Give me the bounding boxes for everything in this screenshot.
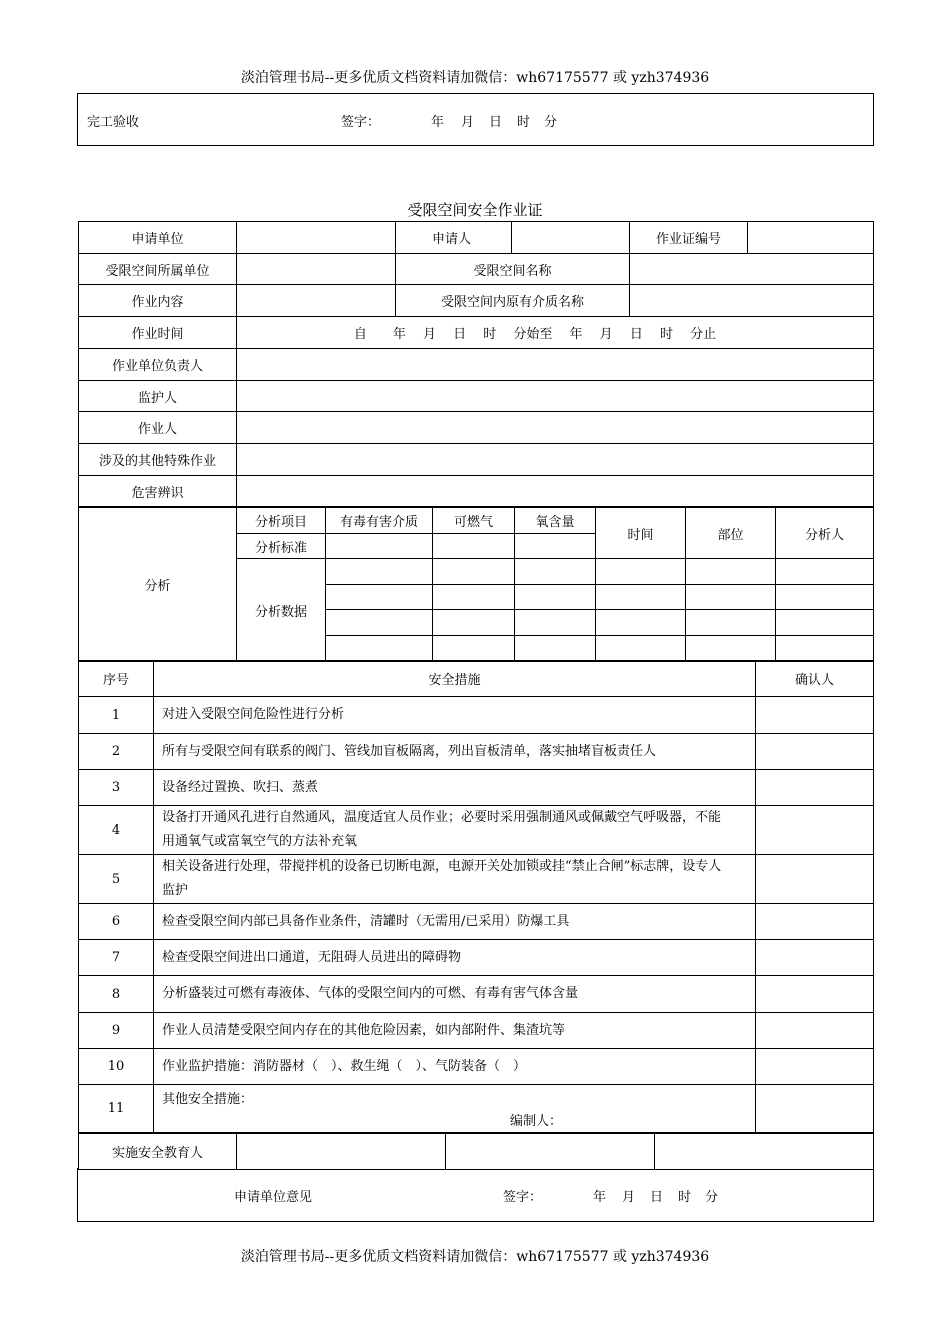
space-name-label: 受限空间名称 xyxy=(396,254,630,285)
measure-confirm[interactable] xyxy=(756,1085,874,1133)
measure-text: 作业人员清楚受限空间内存在的其他危险因素，如内部附件、集渣坑等 xyxy=(154,1013,756,1049)
opinion-date-month: 月 xyxy=(622,1190,636,1205)
education-value-1[interactable] xyxy=(237,1134,446,1170)
data-cell[interactable] xyxy=(596,636,686,662)
completion-sign-label: 签字： xyxy=(341,115,381,130)
measure-no: 9 xyxy=(79,1013,154,1049)
work-content-value[interactable] xyxy=(237,285,396,317)
applicant-value[interactable] xyxy=(512,222,630,254)
measure-no: 7 xyxy=(79,940,154,976)
standard-toxic-cell[interactable] xyxy=(326,534,433,559)
measure-no: 3 xyxy=(79,770,154,806)
unit-leader-value[interactable] xyxy=(237,349,874,381)
medium-name-label: 受限空间内原有介质名称 xyxy=(396,285,630,317)
guardian-value[interactable] xyxy=(237,381,874,412)
measure-text: 检查受限空间内部已具备作业条件，清罐时（无需用/已采用）防爆工具 xyxy=(154,904,756,940)
data-cell[interactable] xyxy=(515,585,596,610)
standard-oxygen-cell[interactable] xyxy=(515,534,596,559)
space-owner-label: 受限空间所属单位 xyxy=(79,254,237,285)
opinion-date-minute: 分 xyxy=(705,1190,719,1205)
opinion-date-hour: 时 xyxy=(678,1190,692,1205)
permit-no-label: 作业证编号 xyxy=(630,222,748,254)
education-value-3[interactable] xyxy=(655,1134,874,1170)
data-cell[interactable] xyxy=(776,636,874,662)
completion-acceptance-box xyxy=(77,93,874,146)
toxic-header: 有毒有害介质 xyxy=(326,508,433,534)
data-cell[interactable] xyxy=(433,636,515,662)
measure-no: 11 xyxy=(79,1085,154,1133)
education-label: 实施安全教育人 xyxy=(79,1134,237,1170)
analysis-label: 分析 xyxy=(79,508,237,662)
data-cell[interactable] xyxy=(776,610,874,636)
data-cell[interactable] xyxy=(776,559,874,585)
unit-leader-label: 作业单位负责人 xyxy=(79,349,237,381)
measure-confirm[interactable] xyxy=(756,770,874,806)
medium-name-value[interactable] xyxy=(630,285,874,317)
footer-note: 淡泊管理书局--更多优质文档资料请加微信：wh67175577 或 yzh374936 xyxy=(240,1249,710,1265)
analysis-table xyxy=(78,507,874,662)
measure-confirm[interactable] xyxy=(756,976,874,1013)
measure-text: 设备打开通风孔进行自然通风，温度适宜人员作业；必要时采用强制通风或佩戴空气呼吸器，不能用通氧气或富氧空气的方法补充氧 xyxy=(154,806,756,855)
flammable-header: 可燃气 xyxy=(433,508,515,534)
data-cell[interactable] xyxy=(686,559,776,585)
measure-confirm[interactable] xyxy=(756,806,874,855)
measure-no: 5 xyxy=(79,855,154,904)
opinion-date-day: 日 xyxy=(650,1190,664,1205)
measure-text: 其他安全措施： xyxy=(162,1092,254,1107)
completion-date-month: 月 xyxy=(461,115,475,130)
completion-date-day: 日 xyxy=(489,115,503,130)
data-cell[interactable] xyxy=(326,636,433,662)
guardian-label: 监护人 xyxy=(79,381,237,412)
measure-confirm[interactable] xyxy=(756,1049,874,1085)
other-special-label: 涉及的其他特殊作业 xyxy=(79,444,237,476)
measure-text: 检查受限空间进出口通道，无阻碍人员进出的障碍物 xyxy=(154,940,756,976)
analysis-standard-label: 分析标准 xyxy=(237,534,326,559)
compiler-label: 编制人： xyxy=(510,1114,563,1129)
measure-text: 对进入受限空间危险性进行分析 xyxy=(154,697,756,734)
header-note: 淡泊管理书局--更多优质文档资料请加微信：wh67175577 或 yzh374936 xyxy=(240,70,710,86)
hazard-label: 危害辨识 xyxy=(79,476,237,507)
measure-no: 4 xyxy=(79,806,154,855)
data-cell[interactable] xyxy=(433,610,515,636)
data-cell[interactable] xyxy=(326,585,433,610)
data-cell[interactable] xyxy=(326,610,433,636)
opinion-sign-label: 签字： xyxy=(503,1190,543,1205)
measures-measure-header: 安全措施 xyxy=(154,661,756,697)
measure-no: 2 xyxy=(79,734,154,770)
measure-text: 所有与受限空间有联系的阀门、管线加盲板隔离，列出盲板清单，落实抽堵盲板责任人 xyxy=(154,734,756,770)
measure-confirm[interactable] xyxy=(756,904,874,940)
data-cell[interactable] xyxy=(433,585,515,610)
measure-no: 1 xyxy=(79,697,154,734)
data-cell[interactable] xyxy=(596,585,686,610)
data-cell[interactable] xyxy=(596,559,686,585)
hazard-value[interactable] xyxy=(237,476,874,507)
completion-date-minute: 分 xyxy=(544,115,558,130)
completion-date-hour: 时 xyxy=(517,115,531,130)
analysis-data-label: 分析数据 xyxy=(237,559,326,662)
measure-confirm[interactable] xyxy=(756,940,874,976)
other-special-value[interactable] xyxy=(237,444,874,476)
analysis-item-label: 分析项目 xyxy=(237,508,326,534)
work-content-label: 作业内容 xyxy=(79,285,237,317)
measures-no-header: 序号 xyxy=(79,661,154,697)
measure-no: 8 xyxy=(79,976,154,1013)
completion-acceptance-label: 完工验收 xyxy=(87,115,140,130)
education-value-2[interactable] xyxy=(446,1134,655,1170)
opinion-date-year: 年 xyxy=(593,1190,607,1205)
measures-table xyxy=(78,660,874,1133)
measure-no: 10 xyxy=(79,1049,154,1085)
data-cell[interactable] xyxy=(515,610,596,636)
standard-flammable-cell[interactable] xyxy=(433,534,515,559)
space-owner-value[interactable] xyxy=(237,254,396,285)
measure-confirm[interactable] xyxy=(756,734,874,770)
measure-text: 设备经过置换、吹扫、蒸煮 xyxy=(154,770,756,806)
measure-text: 分析盛装过可燃有毒液体、气体的受限空间内的可燃、有毒有害气体含量 xyxy=(154,976,756,1013)
worker-value[interactable] xyxy=(237,412,874,444)
data-cell[interactable] xyxy=(515,559,596,585)
data-cell[interactable] xyxy=(433,559,515,585)
space-name-value[interactable] xyxy=(630,254,874,285)
location-header: 部位 xyxy=(686,508,776,559)
measure-text: 相关设备进行处理，带搅拌机的设备已切断电源，电源开关处加锁或挂“禁止合闸”标志牌，设专人监护 xyxy=(154,855,756,904)
data-cell[interactable] xyxy=(686,636,776,662)
opinion-box xyxy=(77,1168,874,1222)
data-cell[interactable] xyxy=(596,610,686,636)
time-header: 时间 xyxy=(596,508,686,559)
measures-confirm-header: 确认人 xyxy=(756,661,874,697)
measure-confirm[interactable] xyxy=(756,697,874,734)
apply-unit-value[interactable] xyxy=(237,222,396,254)
opinion-label: 申请单位意见 xyxy=(234,1190,313,1205)
info-table xyxy=(78,221,874,507)
applicant-label: 申请人 xyxy=(396,222,512,254)
work-time-label: 作业时间 xyxy=(79,317,237,349)
completion-date-year: 年 xyxy=(431,115,445,130)
work-time-value: 自 年 月 日 时 分始至 年 月 日 时 分止 xyxy=(237,317,874,349)
measure-text: 作业监护措施：消防器材（ ）、救生绳（ ）、气防装备（ ） xyxy=(154,1049,756,1085)
data-cell[interactable] xyxy=(686,585,776,610)
permit-no-value[interactable] xyxy=(748,222,874,254)
measure-confirm[interactable] xyxy=(756,855,874,904)
data-cell[interactable] xyxy=(776,585,874,610)
apply-unit-label: 申请单位 xyxy=(79,222,237,254)
data-cell[interactable] xyxy=(686,610,776,636)
data-cell[interactable] xyxy=(515,636,596,662)
worker-label: 作业人 xyxy=(79,412,237,444)
analyst-header: 分析人 xyxy=(776,508,874,559)
oxygen-header: 氧含量 xyxy=(515,508,596,534)
measure-confirm[interactable] xyxy=(756,1013,874,1049)
measure-no: 6 xyxy=(79,904,154,940)
measure-other-cell[interactable] xyxy=(154,1085,756,1133)
form-title: 受限空间安全作业证 xyxy=(407,201,543,219)
education-table xyxy=(78,1133,874,1170)
data-cell[interactable] xyxy=(326,559,433,585)
